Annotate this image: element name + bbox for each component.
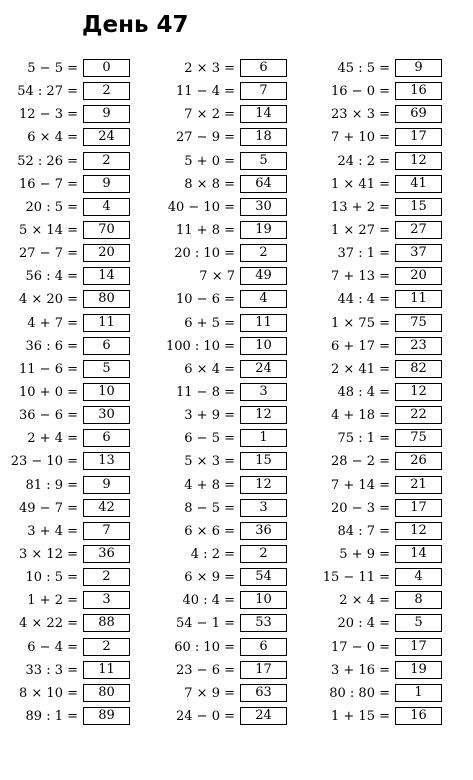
problem-expression: 8 × 10 = xyxy=(19,685,78,701)
problem-row xyxy=(0,265,130,288)
problem-row xyxy=(137,196,287,219)
answer-box: 11 xyxy=(83,661,130,679)
problem-expression: 10 + 0 = xyxy=(19,384,78,400)
problem-expression: 6 × 4 = xyxy=(184,361,235,377)
problem-row xyxy=(137,659,287,682)
problem-row xyxy=(0,196,130,219)
answer-box: 24 xyxy=(83,128,130,146)
problem-row xyxy=(137,103,287,126)
problem-row xyxy=(137,335,287,358)
problem-row xyxy=(292,288,442,311)
problem-expression: 16 − 0 = xyxy=(331,84,390,100)
problem-row xyxy=(137,288,287,311)
problem-expression: 20 − 3 = xyxy=(331,500,390,516)
answer-box: 12 xyxy=(240,476,287,494)
problem-row xyxy=(0,219,130,242)
problem-row xyxy=(137,126,287,149)
answer-box: 9 xyxy=(83,175,130,193)
problem-row xyxy=(137,80,287,103)
answer-box: 6 xyxy=(240,59,287,77)
problem-expression: 49 − 7 = xyxy=(19,500,78,516)
answer-box: 23 xyxy=(395,337,442,355)
problem-row xyxy=(292,103,442,126)
problem-row xyxy=(0,242,130,265)
problem-row xyxy=(292,543,442,566)
problem-expression: 2 + 4 = xyxy=(27,431,78,447)
problem-row xyxy=(0,589,130,612)
problem-row xyxy=(0,520,130,543)
answer-box: 17 xyxy=(395,499,442,517)
problem-expression: 8 × 8 = xyxy=(184,176,235,192)
problem-expression: 24 − 0 = xyxy=(176,708,235,724)
answer-box: 26 xyxy=(395,452,442,470)
problem-row xyxy=(0,150,130,173)
answer-box: 37 xyxy=(395,244,442,262)
problem-row xyxy=(292,358,442,381)
problem-expression: 13 + 2 = xyxy=(331,199,390,215)
problem-expression: 7 + 14 = xyxy=(331,477,390,493)
answer-box: 82 xyxy=(395,360,442,378)
answer-box: 15 xyxy=(395,198,442,216)
problem-row xyxy=(137,242,287,265)
answer-box: 6 xyxy=(240,638,287,656)
problem-expression: 5 × 3 = xyxy=(184,454,235,470)
problem-expression: 11 − 4 = xyxy=(176,84,235,100)
problem-row xyxy=(137,566,287,589)
problem-row xyxy=(137,474,287,497)
answer-box: 88 xyxy=(83,614,130,632)
answer-box: 63 xyxy=(240,684,287,702)
answer-box: 14 xyxy=(83,267,130,285)
problem-row xyxy=(0,312,130,335)
problem-row xyxy=(292,219,442,242)
answer-box: 80 xyxy=(83,684,130,702)
problem-row xyxy=(292,80,442,103)
problem-row xyxy=(292,497,442,520)
answer-box: 22 xyxy=(395,406,442,424)
answer-box: 11 xyxy=(83,314,130,332)
problem-row xyxy=(137,427,287,450)
problem-row xyxy=(0,659,130,682)
problem-row xyxy=(292,566,442,589)
problem-row xyxy=(292,242,442,265)
problem-expression: 7 + 13 = xyxy=(331,269,390,285)
problem-expression: 8 − 5 = xyxy=(184,500,235,516)
problem-row xyxy=(0,173,130,196)
problem-expression: 4 × 22 = xyxy=(19,616,78,632)
problem-row xyxy=(0,80,130,103)
problem-expression: 24 : 2 = xyxy=(337,153,390,169)
problem-expression: 48 : 4 = xyxy=(337,384,390,400)
problem-expression: 7 × 9 = xyxy=(184,685,235,701)
answer-box: 3 xyxy=(83,591,130,609)
problem-row xyxy=(0,288,130,311)
answer-box: 17 xyxy=(395,128,442,146)
problem-expression: 5 − 5 = xyxy=(27,61,78,76)
answer-box: 2 xyxy=(83,82,130,100)
answer-box: 41 xyxy=(395,175,442,193)
problem-row xyxy=(292,589,442,612)
problem-expression: 10 : 5 = xyxy=(25,570,78,586)
problem-row xyxy=(137,682,287,705)
answer-box: 0 xyxy=(83,59,130,77)
problem-expression: 11 + 8 = xyxy=(176,222,235,238)
problem-row xyxy=(292,404,442,427)
problem-row xyxy=(292,150,442,173)
problem-expression: 84 : 7 = xyxy=(337,523,390,539)
problem-expression: 5 + 9 = xyxy=(339,546,390,562)
answer-box: 10 xyxy=(240,337,287,355)
answer-box: 3 xyxy=(240,499,287,517)
problem-expression: 4 × 20 = xyxy=(19,292,78,308)
answer-box: 12 xyxy=(395,152,442,170)
answer-box: 13 xyxy=(83,452,130,470)
answer-box: 5 xyxy=(83,360,130,378)
problem-expression: 3 × 12 = xyxy=(19,546,78,562)
problem-row xyxy=(292,659,442,682)
problem-expression: 23 − 10 = xyxy=(10,454,78,470)
problem-expression: 27 − 7 = xyxy=(19,246,78,262)
problem-row xyxy=(137,543,287,566)
answer-box: 18 xyxy=(240,128,287,146)
problem-expression: 6 − 4 = xyxy=(27,639,78,655)
problem-row xyxy=(292,520,442,543)
problem-expression: 10 − 6 = xyxy=(176,292,235,308)
answer-box: 14 xyxy=(395,545,442,563)
problem-row xyxy=(137,589,287,612)
problem-expression: 20 : 10 = xyxy=(174,246,235,262)
answer-box: 2 xyxy=(83,152,130,170)
answer-box: 4 xyxy=(83,198,130,216)
problem-row xyxy=(292,265,442,288)
problem-expression: 40 − 10 = xyxy=(167,199,235,215)
answer-box: 6 xyxy=(83,337,130,355)
answer-box: 12 xyxy=(240,406,287,424)
problem-row xyxy=(137,497,287,520)
problem-expression: 5 × 14 = xyxy=(19,222,78,238)
problem-expression: 7 × 7 xyxy=(199,269,235,285)
answer-box: 19 xyxy=(240,221,287,239)
answer-box: 2 xyxy=(240,244,287,262)
problem-row xyxy=(292,450,442,473)
problem-row xyxy=(0,57,130,80)
answer-box: 30 xyxy=(83,406,130,424)
answer-box: 54 xyxy=(240,568,287,586)
answer-box: 16 xyxy=(395,707,442,725)
problem-expression: 1 × 27 = xyxy=(331,222,390,238)
answer-box: 2 xyxy=(83,568,130,586)
problem-row xyxy=(292,196,442,219)
problem-expression: 27 − 9 = xyxy=(176,130,235,146)
problem-expression: 6 + 17 = xyxy=(331,338,390,354)
problem-expression: 6 + 5 = xyxy=(184,315,235,331)
answer-box: 69 xyxy=(395,105,442,123)
problem-row xyxy=(137,265,287,288)
answer-box: 21 xyxy=(395,476,442,494)
problem-row xyxy=(0,612,130,635)
problem-row xyxy=(292,612,442,635)
answer-box: 1 xyxy=(240,429,287,447)
problem-expression: 37 : 1 = xyxy=(337,246,390,262)
answer-box: 9 xyxy=(395,59,442,77)
problem-row xyxy=(0,682,130,705)
problem-row xyxy=(0,404,130,427)
problem-expression: 23 − 6 = xyxy=(176,662,235,678)
problem-expression: 16 − 7 = xyxy=(19,176,78,192)
problem-row xyxy=(137,520,287,543)
problem-expression: 7 × 2 = xyxy=(184,107,235,123)
answer-box: 80 xyxy=(83,290,130,308)
problem-row xyxy=(292,636,442,659)
answer-box: 3 xyxy=(240,383,287,401)
problem-row xyxy=(292,57,442,80)
problem-row xyxy=(0,497,130,520)
problem-expression: 54 : 27 = xyxy=(17,84,78,100)
problem-expression: 20 : 4 = xyxy=(337,616,390,632)
problem-expression: 52 : 26 = xyxy=(17,153,78,169)
problem-expression: 23 × 3 = xyxy=(331,107,390,123)
problem-expression: 80 : 80 = xyxy=(329,685,390,701)
problem-expression: 4 + 8 = xyxy=(184,477,235,493)
problem-row xyxy=(0,358,130,381)
answer-box: 5 xyxy=(240,152,287,170)
problem-expression: 5 + 0 = xyxy=(184,153,235,169)
problem-expression: 17 − 0 = xyxy=(331,639,390,655)
problem-row xyxy=(0,381,130,404)
problem-column-2 xyxy=(137,57,287,728)
problem-expression: 2 × 3 = xyxy=(184,61,235,76)
answer-box: 49 xyxy=(240,267,287,285)
answer-box: 9 xyxy=(83,105,130,123)
problem-expression: 3 + 4 = xyxy=(27,523,78,539)
problem-row xyxy=(137,381,287,404)
problem-expression: 60 : 10 = xyxy=(174,639,235,655)
problem-row xyxy=(0,450,130,473)
answer-box: 11 xyxy=(395,290,442,308)
problem-expression: 56 : 4 = xyxy=(25,269,78,285)
problem-row xyxy=(137,705,287,728)
problem-expression: 1 × 75 = xyxy=(331,315,390,331)
answer-box: 20 xyxy=(83,244,130,262)
problem-row xyxy=(0,126,130,149)
problem-column-3 xyxy=(292,57,442,728)
problem-row xyxy=(137,312,287,335)
answer-box: 9 xyxy=(83,476,130,494)
problem-row xyxy=(0,427,130,450)
problem-expression: 44 : 4 = xyxy=(337,292,390,308)
problem-expression: 2 × 4 = xyxy=(339,593,390,609)
answer-box: 2 xyxy=(83,638,130,656)
problem-expression: 36 − 6 = xyxy=(19,408,78,424)
answer-box: 8 xyxy=(395,591,442,609)
problem-row xyxy=(292,335,442,358)
problem-expression: 3 + 9 = xyxy=(184,408,235,424)
problem-row xyxy=(0,636,130,659)
problem-expression: 3 + 16 = xyxy=(331,662,390,678)
problem-row xyxy=(137,636,287,659)
answer-box: 70 xyxy=(83,221,130,239)
problem-row xyxy=(137,219,287,242)
problem-expression: 6 × 4 = xyxy=(27,130,78,146)
problem-row xyxy=(292,705,442,728)
answer-box: 19 xyxy=(395,661,442,679)
answer-box: 11 xyxy=(240,314,287,332)
problem-expression: 4 + 7 = xyxy=(27,315,78,331)
problem-expression: 28 − 2 = xyxy=(331,454,390,470)
problem-expression: 12 − 3 = xyxy=(19,107,78,123)
answer-box: 15 xyxy=(240,452,287,470)
page-title: День 47 xyxy=(82,12,189,38)
answer-box: 14 xyxy=(240,105,287,123)
answer-box: 53 xyxy=(240,614,287,632)
answer-box: 24 xyxy=(240,360,287,378)
problem-row xyxy=(292,474,442,497)
answer-box: 17 xyxy=(240,661,287,679)
problem-expression: 4 + 18 = xyxy=(331,408,390,424)
problem-expression: 6 − 5 = xyxy=(184,431,235,447)
problem-expression: 2 × 41 = xyxy=(331,361,390,377)
problem-expression: 6 × 9 = xyxy=(184,570,235,586)
problem-column-1 xyxy=(0,57,130,728)
answer-box: 4 xyxy=(395,568,442,586)
answer-box: 4 xyxy=(240,290,287,308)
problem-row xyxy=(0,566,130,589)
problem-expression: 54 − 1 = xyxy=(176,616,235,632)
answer-box: 12 xyxy=(395,522,442,540)
problem-expression: 45 : 5 = xyxy=(337,61,390,76)
problem-expression: 75 : 1 = xyxy=(337,431,390,447)
answer-box: 10 xyxy=(83,383,130,401)
answer-box: 2 xyxy=(240,545,287,563)
problem-row xyxy=(292,126,442,149)
problem-expression: 11 − 8 = xyxy=(176,384,235,400)
problem-expression: 11 − 6 = xyxy=(19,361,78,377)
problem-row xyxy=(137,404,287,427)
answer-box: 42 xyxy=(83,499,130,517)
problem-row xyxy=(137,450,287,473)
answer-box: 20 xyxy=(395,267,442,285)
answer-box: 36 xyxy=(240,522,287,540)
answer-box: 27 xyxy=(395,221,442,239)
problem-row xyxy=(0,705,130,728)
problem-row xyxy=(0,103,130,126)
problem-row xyxy=(137,57,287,80)
problem-expression: 33 : 3 = xyxy=(25,662,78,678)
problem-expression: 100 : 10 = xyxy=(165,338,235,354)
problem-expression: 15 − 11 = xyxy=(322,570,390,586)
answer-box: 7 xyxy=(240,82,287,100)
problem-expression: 6 × 6 = xyxy=(184,523,235,539)
answer-box: 12 xyxy=(395,383,442,401)
problem-row xyxy=(137,150,287,173)
problem-row xyxy=(0,335,130,358)
problem-row xyxy=(292,682,442,705)
answer-box: 36 xyxy=(83,545,130,563)
problem-expression: 4 : 2 = xyxy=(190,546,235,562)
answer-box: 6 xyxy=(83,429,130,447)
answer-box: 7 xyxy=(83,522,130,540)
problem-expression: 1 + 2 = xyxy=(27,593,78,609)
problem-row xyxy=(137,612,287,635)
problem-expression: 36 : 6 = xyxy=(25,338,78,354)
answer-box: 10 xyxy=(240,591,287,609)
problem-expression: 7 + 10 = xyxy=(331,130,390,146)
answer-box: 30 xyxy=(240,198,287,216)
answer-box: 75 xyxy=(395,314,442,332)
problem-expression: 1 + 15 = xyxy=(331,708,390,724)
problem-row xyxy=(292,173,442,196)
answer-box: 17 xyxy=(395,638,442,656)
answer-box: 64 xyxy=(240,175,287,193)
answer-box: 1 xyxy=(395,684,442,702)
problem-row xyxy=(0,474,130,497)
answer-box: 89 xyxy=(83,707,130,725)
answer-box: 24 xyxy=(240,707,287,725)
answer-box: 75 xyxy=(395,429,442,447)
problem-row xyxy=(137,173,287,196)
problem-row xyxy=(292,427,442,450)
problem-expression: 40 : 4 = xyxy=(182,593,235,609)
problem-row xyxy=(137,358,287,381)
answer-box: 5 xyxy=(395,614,442,632)
problem-expression: 81 : 9 = xyxy=(25,477,78,493)
problem-row xyxy=(292,312,442,335)
problem-row xyxy=(292,381,442,404)
problem-expression: 20 : 5 = xyxy=(25,199,78,215)
problem-row xyxy=(0,543,130,566)
problem-expression: 89 : 1 = xyxy=(25,708,78,724)
answer-box: 16 xyxy=(395,82,442,100)
problem-expression: 1 × 41 = xyxy=(331,176,390,192)
